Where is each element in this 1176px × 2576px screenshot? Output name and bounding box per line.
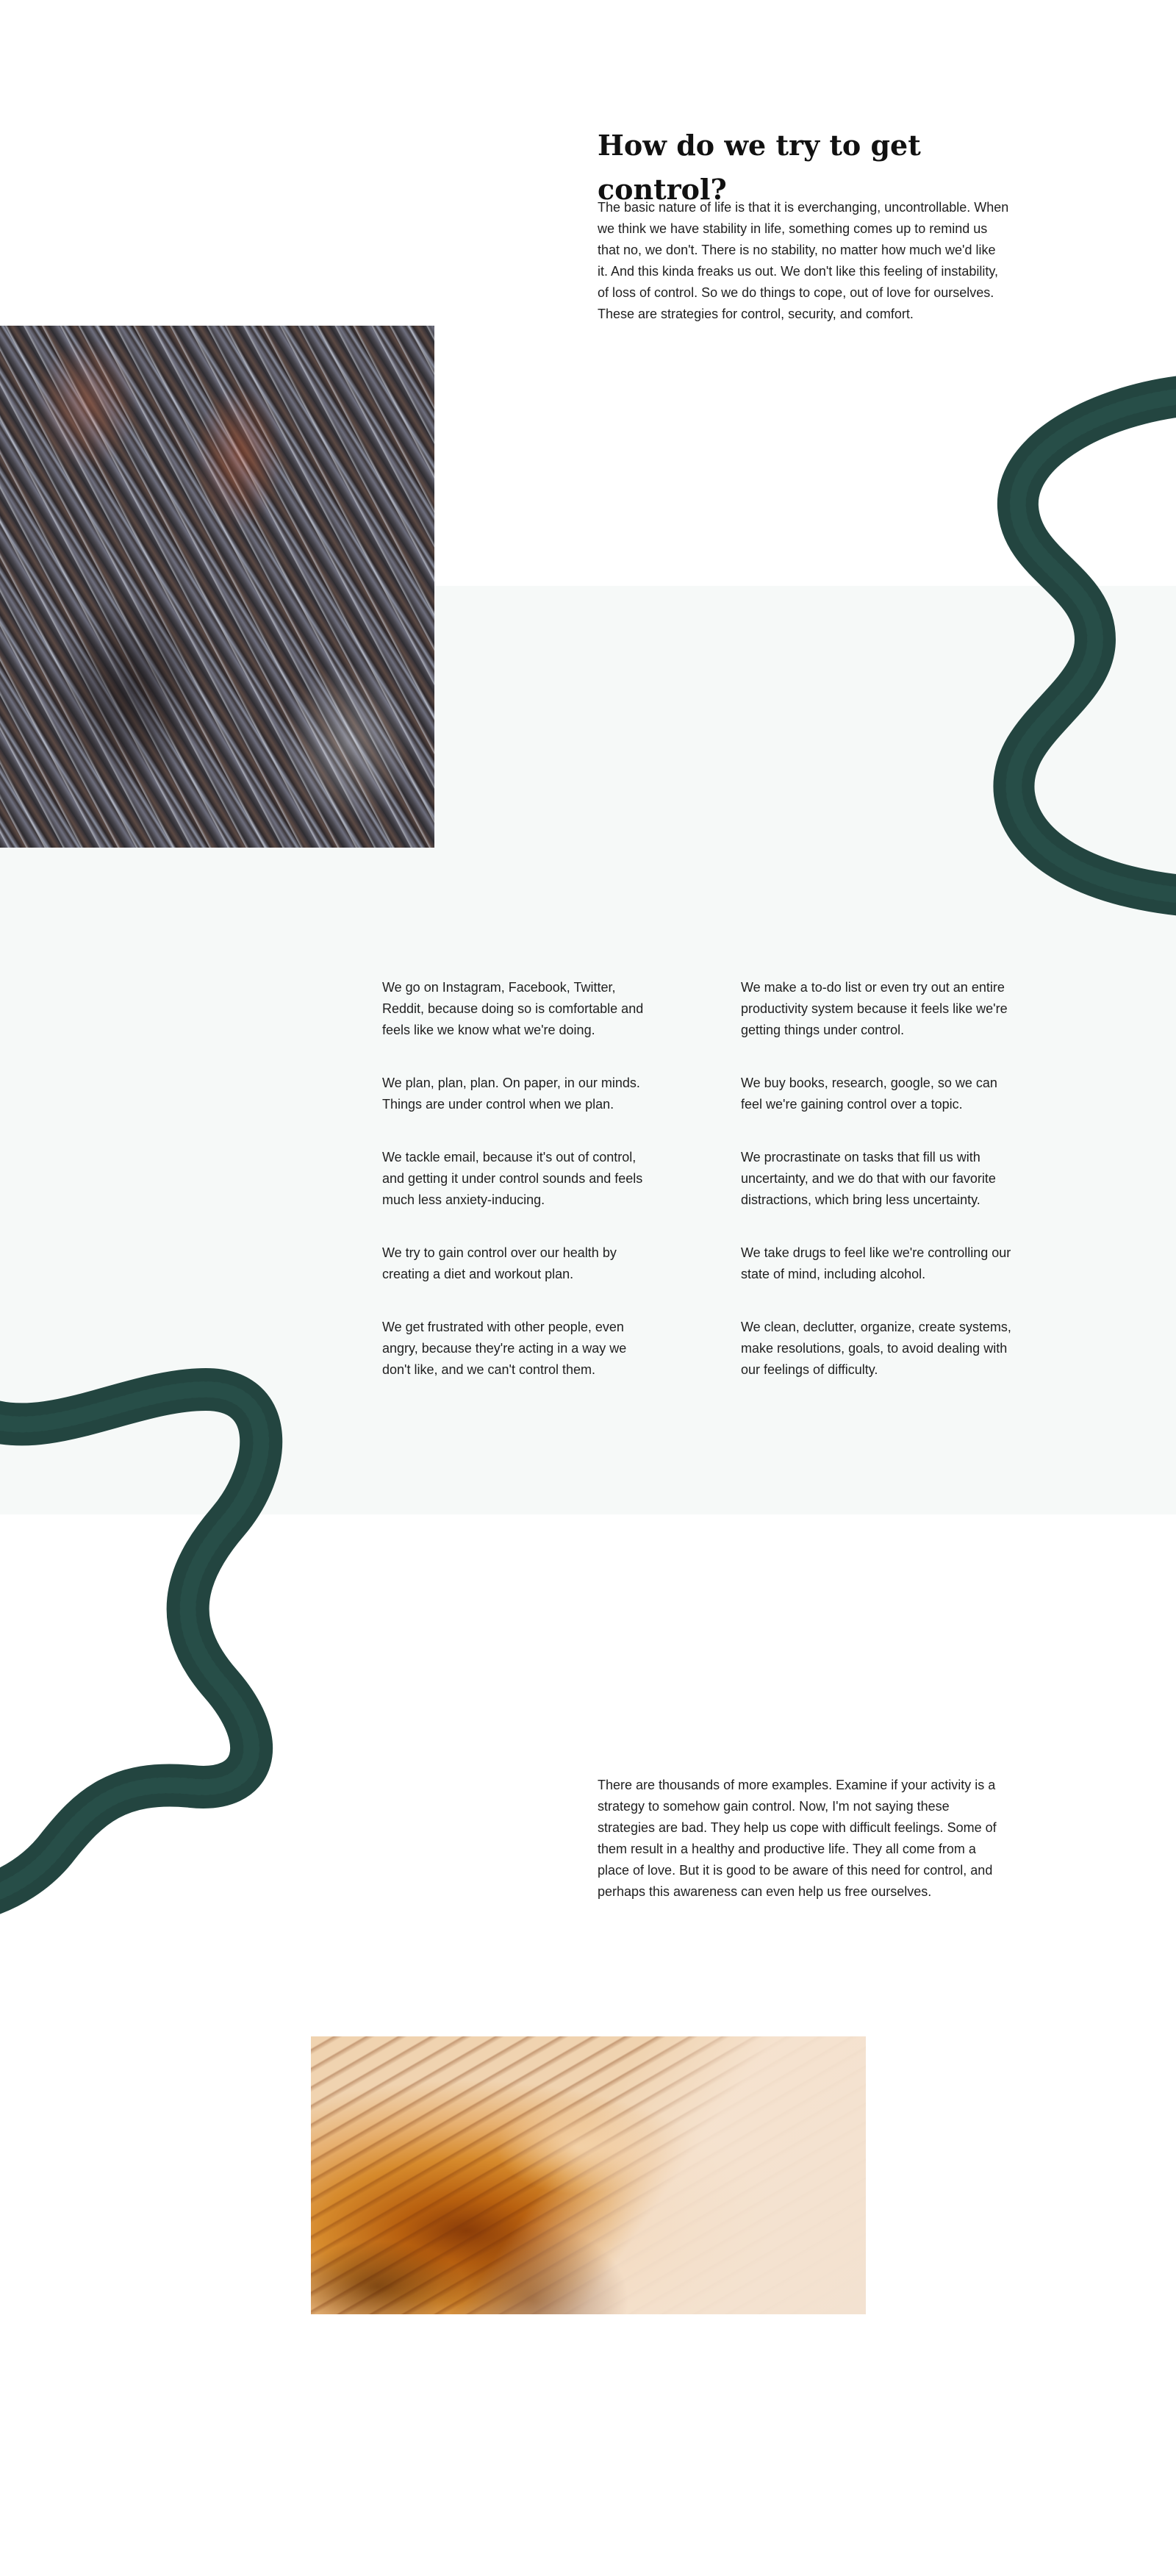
strategy-list-right bbox=[741, 977, 1017, 1381]
strategy-item: We buy books, research, google, so we can feel we're gaining control over a topic. bbox=[741, 1076, 997, 1112]
layered-rock-photo bbox=[0, 326, 434, 848]
strategy-item: We go on Instagram, Facebook, Twitter, Reddit, because doing so is comfortable and feels like we know what we're doing. bbox=[382, 980, 644, 1037]
intro-paragraph: The basic nature of life is that it is everchanging, uncontrollable. When we think we have stability in life, something comes up to remind us that no, we don't. There is no stability, no matter how much we'd like it. And this kinda freaks us out. We don't like this feeling of instability, of loss of control. So we do things to cope, out of love for ourselves. These are strategies for control, security, and comfort. bbox=[598, 200, 1009, 321]
strategy-item: We procrastinate on tasks that fill us with uncertainty, and we do that with our favorite distractions, which bring less uncertainty. bbox=[741, 1150, 996, 1207]
sandstone-cliff-photo bbox=[311, 2036, 866, 2314]
strategy-item: We tackle email, because it's out of control, and getting it under control sounds and feels much less anxiety-inducing. bbox=[382, 1150, 643, 1207]
strategy-item: We plan, plan, plan. On paper, in our minds. Things are under control when we plan. bbox=[382, 1076, 640, 1112]
strategy-list-left bbox=[382, 977, 658, 1381]
brush-stroke-right bbox=[985, 382, 1176, 912]
strategy-item: We make a to-do list or even try out an entire productivity system because it feels like we're getting things under control. bbox=[741, 980, 1008, 1037]
strategy-item: We try to gain control over our health by creating a diet and workout plan. bbox=[382, 1245, 617, 1281]
strategy-item: We get frustrated with other people, even angry, because they're acting in a way we don't like, and we can't control them. bbox=[382, 1320, 627, 1377]
section-heading: How do we try to get control? bbox=[598, 129, 921, 206]
strategy-item: We take drugs to feel like we're controlling our state of mind, including alcohol. bbox=[741, 1245, 1011, 1281]
strategy-item: We clean, declutter, organize, create systems, make resolutions, goals, to avoid dealing with our feelings of difficulty. bbox=[741, 1320, 1011, 1377]
brush-stroke-left bbox=[0, 1375, 309, 1919]
closing-paragraph: There are thousands of more examples. Examine if your activity is a strategy to somehow gain control. Now, I'm not saying these strategies are bad. They help us cope with difficult feelings. Some of them result in a healthy and productive life. They all come from a place of love. But it is good to be aware of this need for control, and perhaps this awareness can even help us free ourselves. bbox=[598, 1778, 997, 1899]
